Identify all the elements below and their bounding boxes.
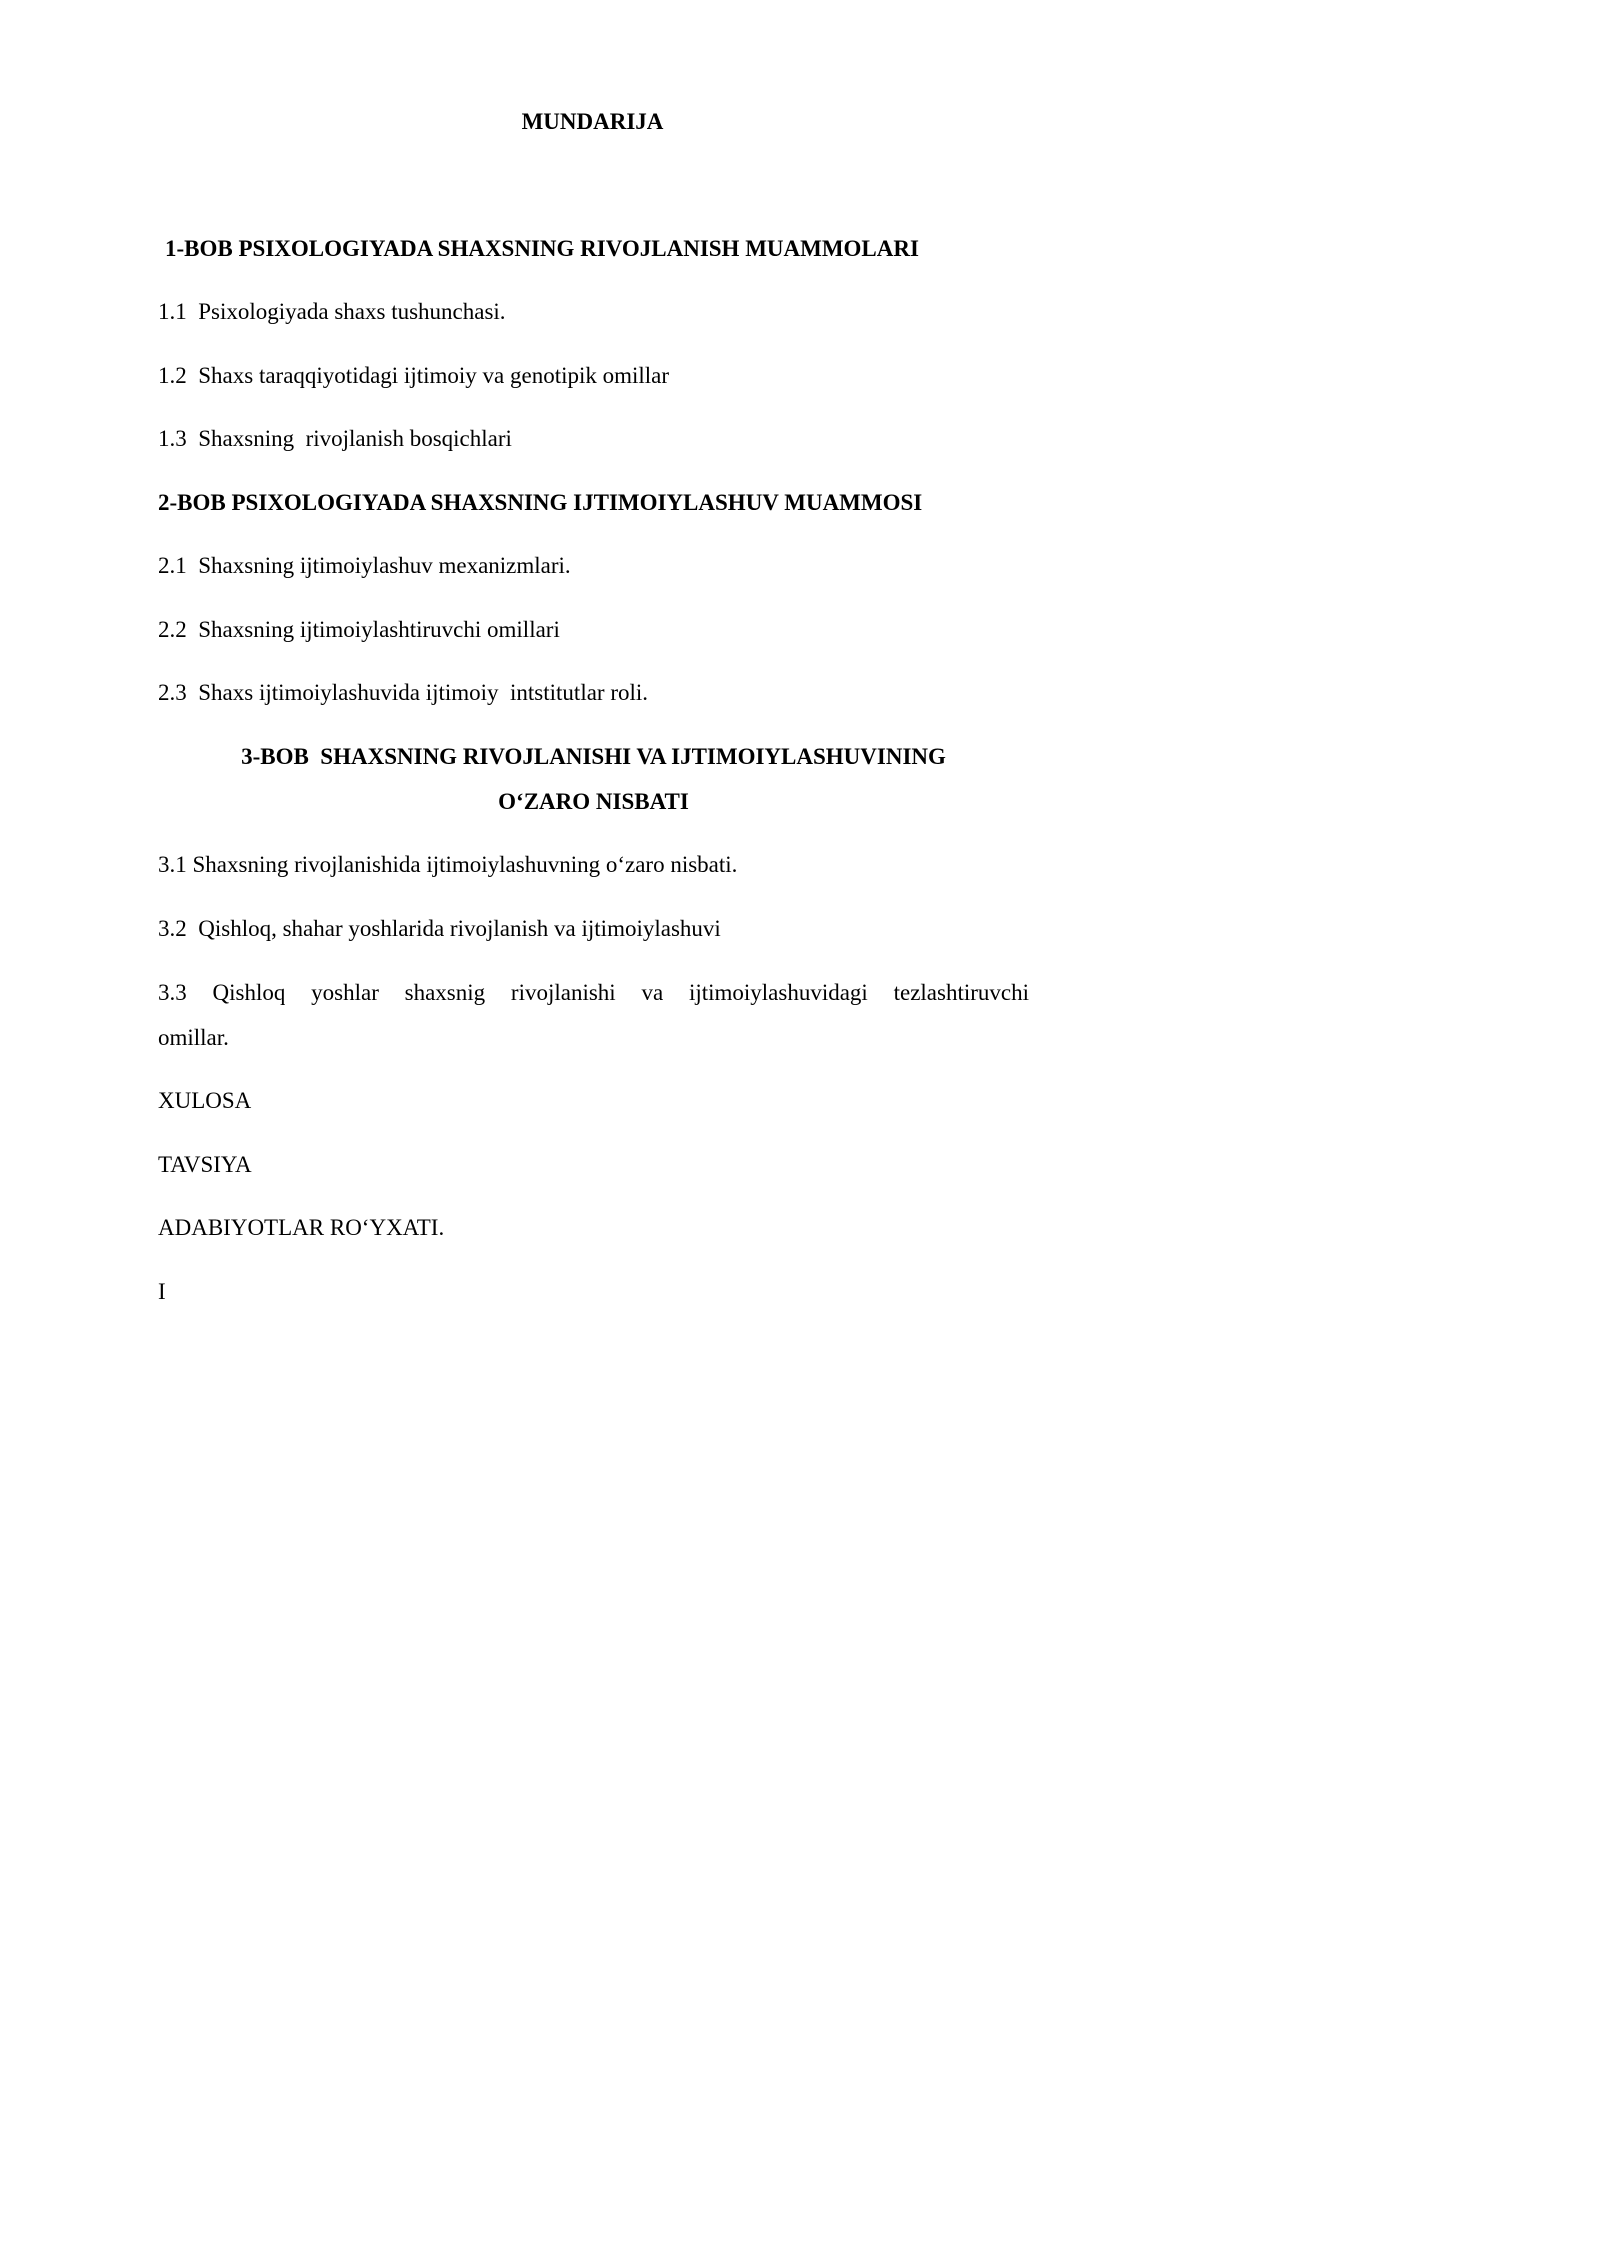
toc-item-1-2: 1.2 Shaxs taraqqiyotidagi ijtimoiy va genotipik omillar [158,363,670,388]
toc-item-3-1: 3.1 Shaxsning rivojlanishida ijtimoiylashuvning o‘zaro nisbati. [158,852,738,877]
chapter-2-heading: 2-BOB PSIXOLOGIYADA SHAXSNING IJTIMOIYLASHUV MUAMMOSI [158,490,923,515]
trailing-text: I [158,1279,166,1304]
toc-conclusion: XULOSA [158,1088,252,1113]
toc-item-2-1: 2.1 Shaxsning ijtimoiylashuv mexanizmlari. [158,553,571,578]
toc-item-2-2: 2.2 Shaxsning ijtimoiylashtiruvchi omillari [158,617,560,642]
chapter-3-heading-line1: 3-BOB SHAXSNING RIVOJLANISHI VA IJTIMOIYLASHUVINING [241,744,946,769]
toc-references: ADABIYOTLAR RO‘YXATI. [158,1215,445,1240]
toc-recommendation: TAVSIYA [158,1152,252,1177]
toc-item-3-2: 3.2 Qishloq, shahar yoshlarida rivojlanish va ijtimoiylashuvi [158,916,721,941]
toc-item-1-1: 1.1 Psixologiyada shaxs tushunchasi. [158,299,506,324]
chapter-3-heading-line2: O‘ZARO NISBATI [498,789,689,814]
toc-item-2-3: 2.3 Shaxs ijtimoiylashuvida ijtimoiy intstitutlar roli. [158,680,649,705]
toc-item-3-3-continued: omillar. [158,1025,229,1050]
chapter-1-heading: 1-BOB PSIXOLOGIYADA SHAXSNING RIVOJLANISH MUAMMOLARI [165,236,919,261]
page-title: MUNDARIJA [521,109,664,134]
toc-item-1-3: 1.3 Shaxsning rivojlanish bosqichlari [158,426,512,451]
toc-item-3-3: 3.3 Qishloq yoshlar shaxsnig rivojlanishi va ijtimoiylashuvidagi tezlashtiruvchi [158,980,1029,1005]
toc-page [0,0,1105,1562]
